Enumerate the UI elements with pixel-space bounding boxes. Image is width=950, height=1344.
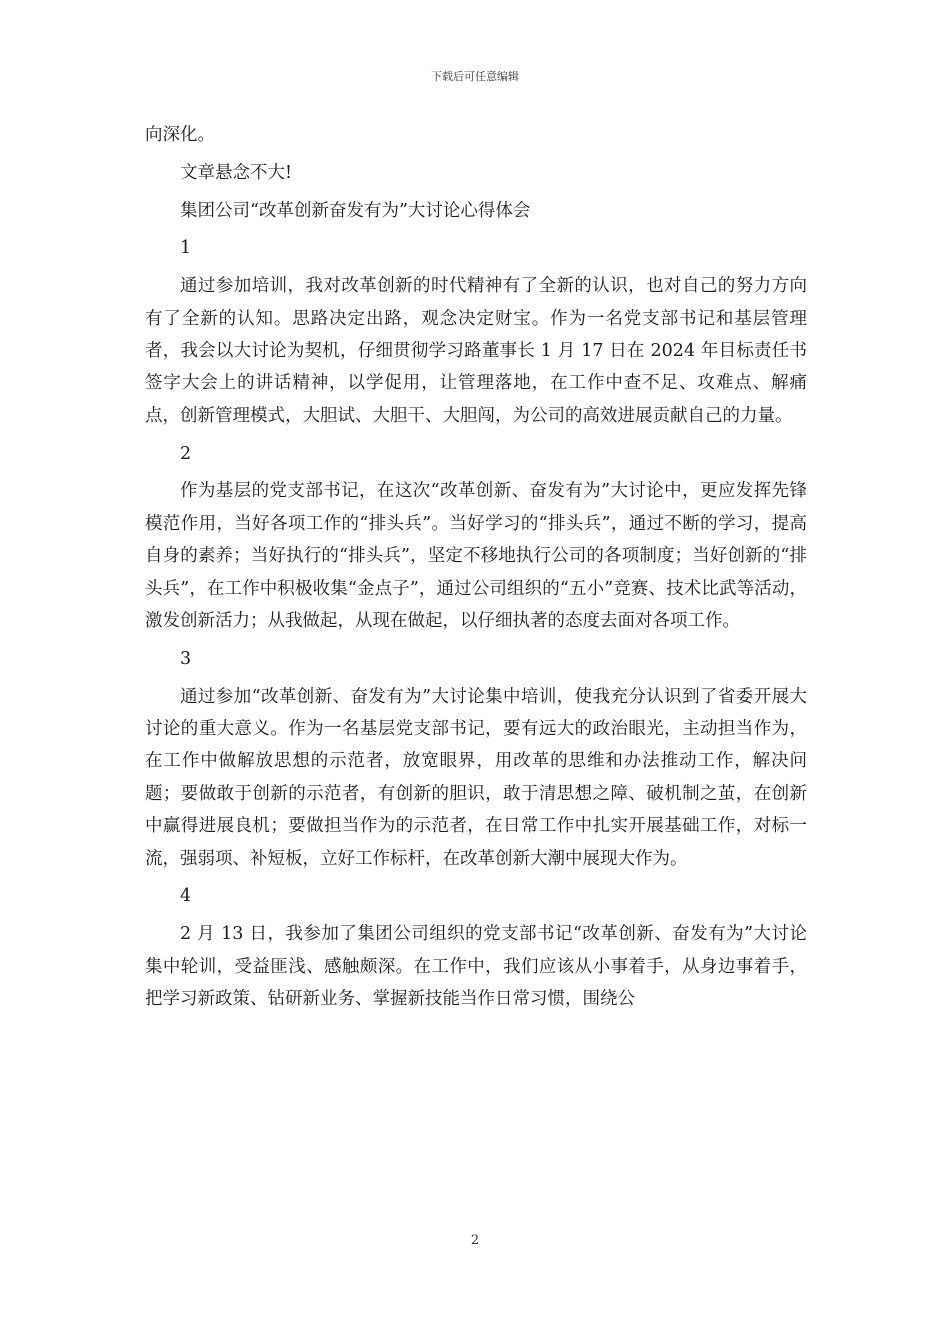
section-number: 2 <box>180 443 192 464</box>
section-number: 1 <box>180 238 192 259</box>
paragraph: 通过参加“改革创新、奋发有为”大讨论集中培训，使我充分认识到了省委开展大讨论的重大意义。作为一名基层党支部书记，要有远大的政治眼光，主动担当作为，在工作中做解放思想的示范者，放宽眼界，用改革的思维和办法推动工作，解决问题；要做敢于创新的示范者，有创新的胆识，敢于清思想之障、破机制之茧，在创新中赢得进展良机；要做担当作为的示范者，在日常工作中扎实开展基础工作，对标一流，强弱项、补短板，立好工作标杆，在改革创新大潮中展现大作为。 <box>145 686 807 869</box>
paragraph: 通过参加培训，我对改革创新的时代精神有了全新的认识，也对自己的努力方向有了全新的认知。思路决定出路，观念决定财宝。作为一名党支部书记和基层管理者，我会以大讨论为契机，仔细贯彻学习路董事长 1 月 17 日在 2024 年目标责任书签字大会上的讲话精神，以学促用，让管理落地，在工作中查不足、攻难点、解痛点，创新管理模式，大胆试、大胆干、大胆闯，为公司的高效进展贡献自己的力量。 <box>145 276 807 426</box>
paragraph: 向深化。 <box>145 125 215 145</box>
page-number: 2 <box>470 1233 480 1248</box>
paragraph: 作为基层的党支部书记，在这次“改革创新、奋发有为”大讨论中，更应发挥先锋模范作用，当好各项工作的“排头兵”。当好学习的“排头兵”，通过不断的学习，提高自身的素养；当好执行的“排头兵”，坚定不移地执行公司的各项制度；当好创新的“排头兵”，在工作中积极收集“金点子”，通过公司组织的“五小”竞赛、技术比武等活动，激发创新活力；从我做起，从现在做起，以仔细执著的态度去面对各项工作。 <box>145 481 807 632</box>
article-title: 集团公司“改革创新奋发有为”大讨论心得体会 <box>180 200 531 221</box>
page-header: 下载后可任意编辑 <box>431 70 519 83</box>
section-number: 3 <box>180 648 192 669</box>
document-body <box>145 119 807 1021</box>
paragraph: 文章悬念不大! <box>180 162 293 183</box>
paragraph: 2 月 13 日，我参加了集团公司组织的党支部书记“改革创新、奋发有为”大讨论集中轮训，受益匪浅、感触颇深。在工作中，我们应该从小事着手，从身边事着手，把学习新政策、钻研新业务、掌握新技能当作日常习惯，围绕公 <box>145 924 807 1010</box>
section-number: 4 <box>180 886 192 907</box>
